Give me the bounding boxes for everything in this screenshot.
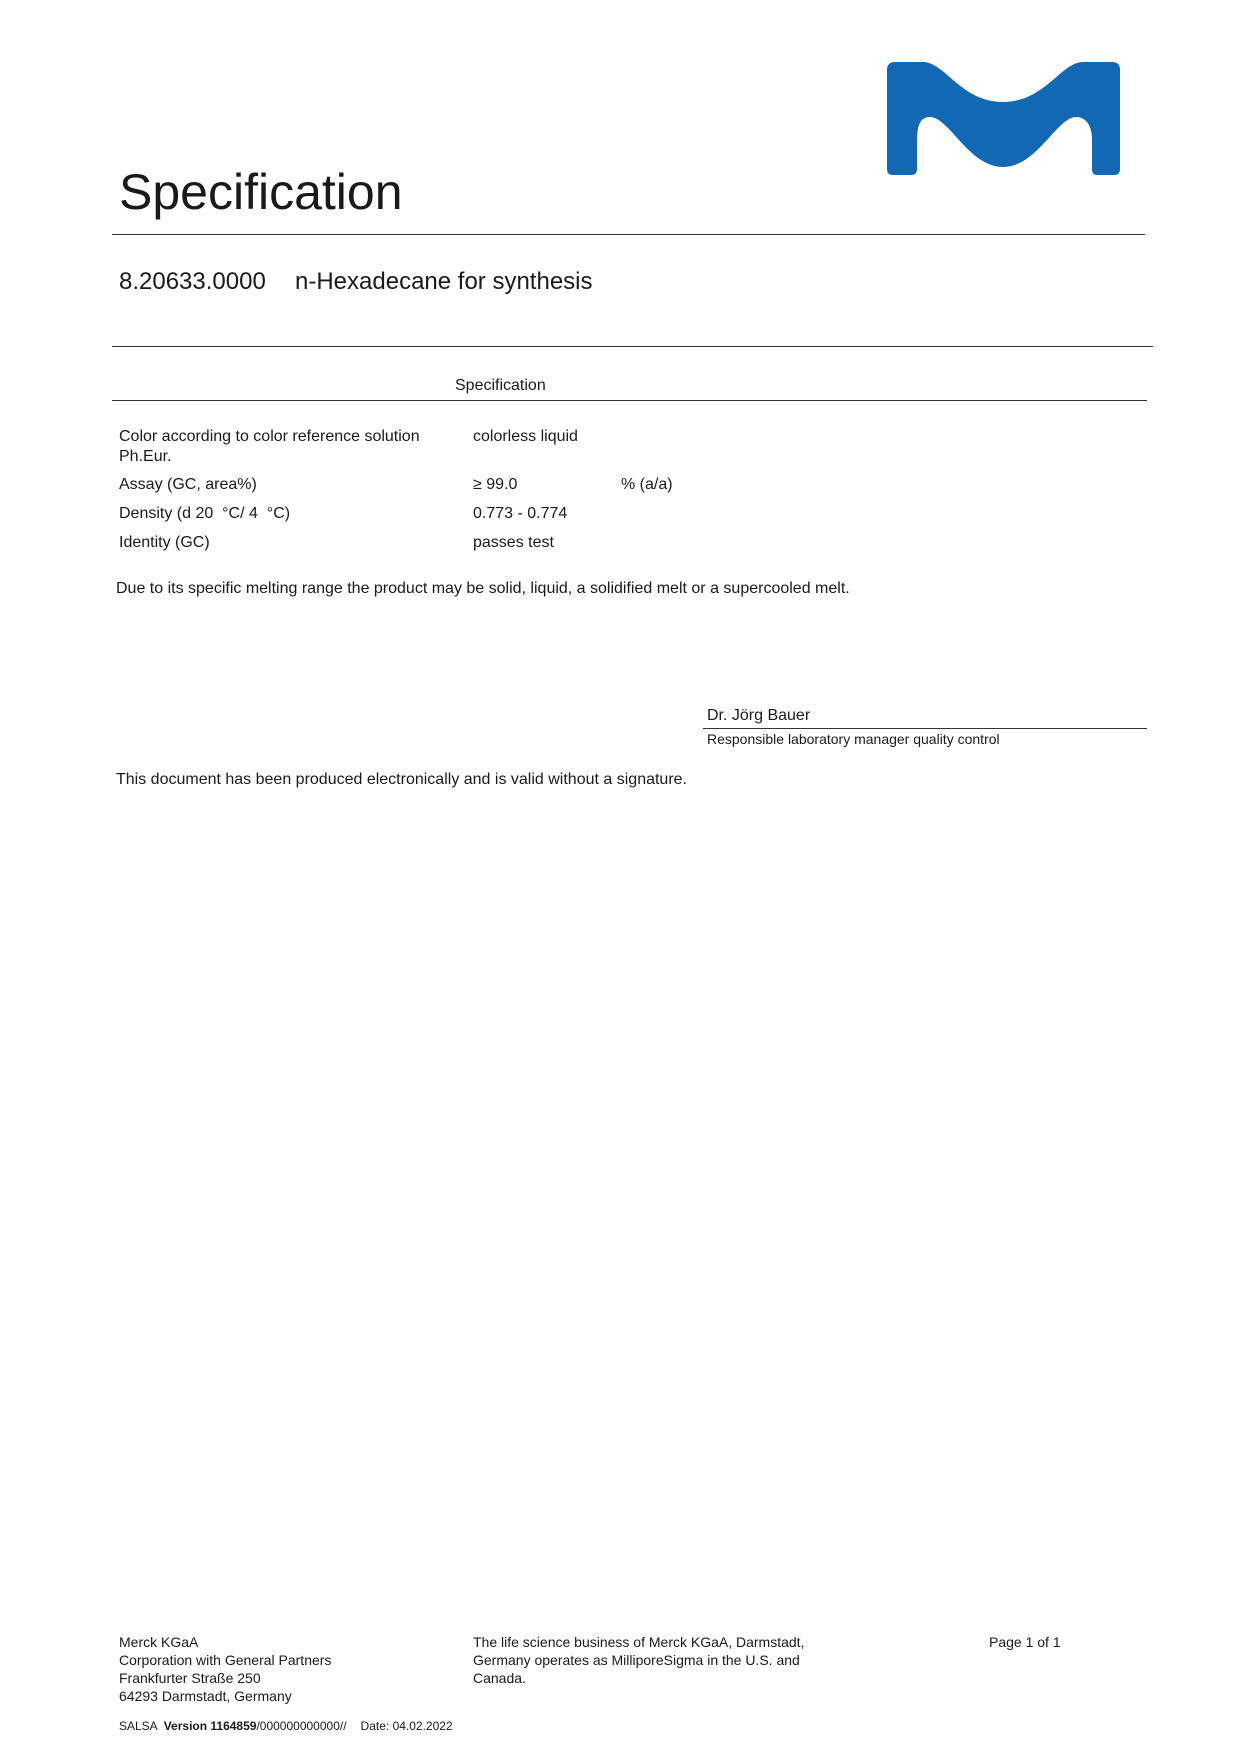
product-name: n-Hexadecane for synthesis	[295, 268, 593, 295]
page-number: Page 1 of 1	[989, 1634, 1061, 1650]
merck-logo	[887, 62, 1120, 175]
validity-statement: This document has been produced electronically and is valid without a signature.	[116, 771, 687, 788]
specification-cell: passes test	[473, 534, 554, 551]
specification-cell: 0.773 - 0.774	[473, 505, 568, 522]
signer-role: Responsible laboratory manager quality control	[707, 731, 1000, 747]
specification-column-header: Specification	[455, 377, 546, 394]
footer-company-line: 64293 Darmstadt, Germany	[119, 1688, 292, 1704]
footer-business-line: The life science business of Merck KGaA, Darmstadt,	[473, 1634, 805, 1650]
specification-cell: ≥ 99.0	[473, 476, 518, 493]
system-name: SALSA	[119, 1719, 158, 1733]
melting-range-note: Due to its specific melting range the product may be solid, liquid, a solidified melt or a supercooled melt.	[116, 580, 850, 597]
parameter-cell: Assay (GC, area%)	[119, 476, 257, 493]
version-number: Version 1164859	[163, 1719, 257, 1733]
product-heading	[119, 268, 593, 296]
footer-business-note	[473, 1633, 833, 1687]
table-top-divider	[112, 346, 1153, 347]
parameter-cell: Color according to color reference solution Ph.Eur.	[119, 428, 420, 465]
table-row	[119, 533, 1019, 581]
product-code: 8.20633.0000	[119, 268, 266, 295]
footer-company-address	[119, 1633, 439, 1705]
page-title: Specification	[119, 164, 403, 220]
signer-name: Dr. Jörg Bauer	[707, 707, 811, 724]
footer-business-line: Canada.	[473, 1670, 526, 1686]
table-row	[119, 427, 1019, 475]
unit-cell: % (a/a)	[621, 476, 673, 493]
footer-company-line: Merck KGaA	[119, 1634, 199, 1650]
signature-line	[703, 728, 1147, 729]
title-divider	[112, 234, 1145, 235]
document-meta	[119, 1719, 453, 1733]
footer-company-line: Corporation with General Partners	[119, 1652, 332, 1668]
footer-business-line: Germany operates as MilliporeSigma in the U.S. and	[473, 1652, 800, 1668]
specification-cell: colorless liquid	[473, 428, 578, 445]
table-header-divider	[112, 400, 1147, 401]
parameter-cell: Identity (GC)	[119, 534, 210, 551]
document-date: Date: 04.02.2022	[360, 1719, 453, 1733]
footer-company-line: Frankfurter Straße 250	[119, 1670, 261, 1686]
version-suffix: /000000000000//	[256, 1719, 347, 1733]
parameter-cell: Density (d 20 °C/ 4 °C)	[119, 505, 291, 522]
